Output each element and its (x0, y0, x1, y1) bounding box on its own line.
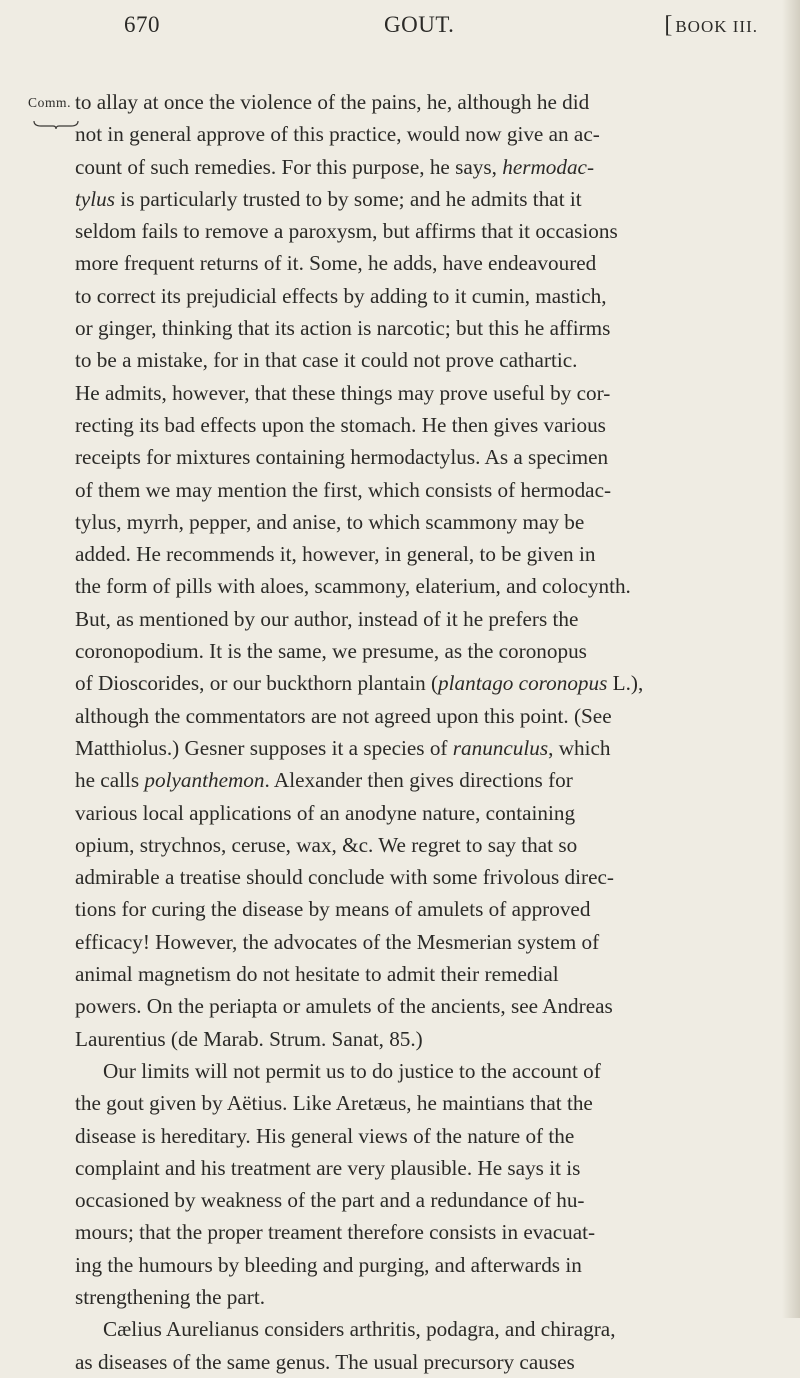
text-line: count of such remedies. For this purpose, he says, hermodac- (75, 154, 595, 179)
text-line: He admits, however, that these things may prove useful by cor- (75, 380, 611, 405)
text-line: efficacy! However, the advocates of the Mesmerian system of (75, 929, 600, 954)
text-line: although the commentators are not agreed upon this point. (See (75, 703, 612, 728)
text-line: of Dioscorides, or our buckthorn plantain (plantago coronopus L.), (75, 671, 644, 696)
page-edge-shadow (782, 0, 800, 1318)
running-title: GOUT. (384, 12, 455, 37)
text-line: receipts for mixtures containing hermodactylus. As a specimen (75, 445, 609, 470)
text-line: seldom fails to remove a paroxysm, but affirms that it occasions (75, 219, 618, 244)
text-line: tylus, myrrh, pepper, and anise, to which scammony may be (75, 509, 585, 534)
text-line: But, as mentioned by our author, instead of it he prefers the (75, 606, 579, 631)
book-label: BOOK III. (675, 17, 758, 36)
text-line: of them we may mention the first, which consists of hermodac- (75, 477, 612, 502)
text-line: coronopodium. It is the same, we presume, as the coronopus (75, 639, 587, 664)
text-line: opium, strychnos, ceruse, wax, &c. We regret to say that so (75, 832, 578, 857)
text-line: to allay at once the violence of the pains, he, although he did (75, 90, 590, 114)
text-line: to correct its prejudicial effects by adding to it cumin, mastich, (75, 283, 607, 308)
text-line: powers. On the periapta or amulets of the ancients, see Andreas (75, 994, 613, 1019)
text-line: complaint and his treatment are very plausible. He says it is (75, 1155, 581, 1180)
text-line: not in general approve of this practice, would now give an ac- (75, 122, 600, 147)
text-line: the gout given by Aëtius. Like Aretæus, he maintians that the (75, 1091, 593, 1116)
running-header (124, 12, 760, 52)
book-reference: [ BOOK III. (664, 12, 758, 38)
text-line: occasioned by weakness of the part and a redundance of hu- (75, 1188, 585, 1213)
text-line: Laurentius (de Marab. Strum. Sanat, 85.) (75, 1026, 423, 1051)
text-line: Cælius Aurelianus considers arthritis, podagra, and chiragra, (103, 1317, 616, 1342)
text-line: or ginger, thinking that its action is narcotic; but this he affirms (75, 316, 611, 341)
body-text (75, 86, 765, 1378)
margin-note: Comm. (28, 95, 72, 110)
text-line: recting its bad effects upon the stomach. He then gives various (75, 412, 606, 437)
margin-brace (33, 120, 79, 130)
text-line: strengthening the part. (75, 1284, 266, 1309)
text-line: animal magnetism do not hesitate to admit their remedial (75, 962, 559, 987)
text-line: added. He recommends it, however, in general, to be given in (75, 542, 596, 567)
text-line: admirable a treatise should conclude with some frivolous direc- (75, 865, 614, 890)
text-line: various local applications of an anodyne nature, containing (75, 800, 576, 825)
text-line: tions for curing the disease by means of amulets of approved (75, 897, 591, 922)
text-line: ing the humours by bleeding and purging, and afterwards in (75, 1252, 582, 1277)
page-number: 670 (124, 12, 160, 37)
text-line: he calls polyanthemon. Alexander then gives directions for (75, 768, 573, 793)
text-line: tylus is particularly trusted to by some; and he admits that it (75, 186, 582, 211)
text-line: to be a mistake, for in that case it could not prove cathartic. (75, 348, 578, 373)
text-line: the form of pills with aloes, scammony, elaterium, and colocynth. (75, 574, 631, 599)
text-line: as diseases of the same genus. The usual precursory causes (75, 1349, 575, 1374)
text-line: mours; that the proper treament therefore consists in evacuat- (75, 1220, 596, 1245)
text-line: disease is hereditary. His general views of the nature of the (75, 1123, 575, 1148)
text-line: Matthiolus.) Gesner supposes it a species of ranunculus, which (75, 735, 611, 760)
text-line: more frequent returns of it. Some, he adds, have endeavoured (75, 251, 597, 276)
text-line: Our limits will not permit us to do justice to the account of (103, 1058, 601, 1083)
